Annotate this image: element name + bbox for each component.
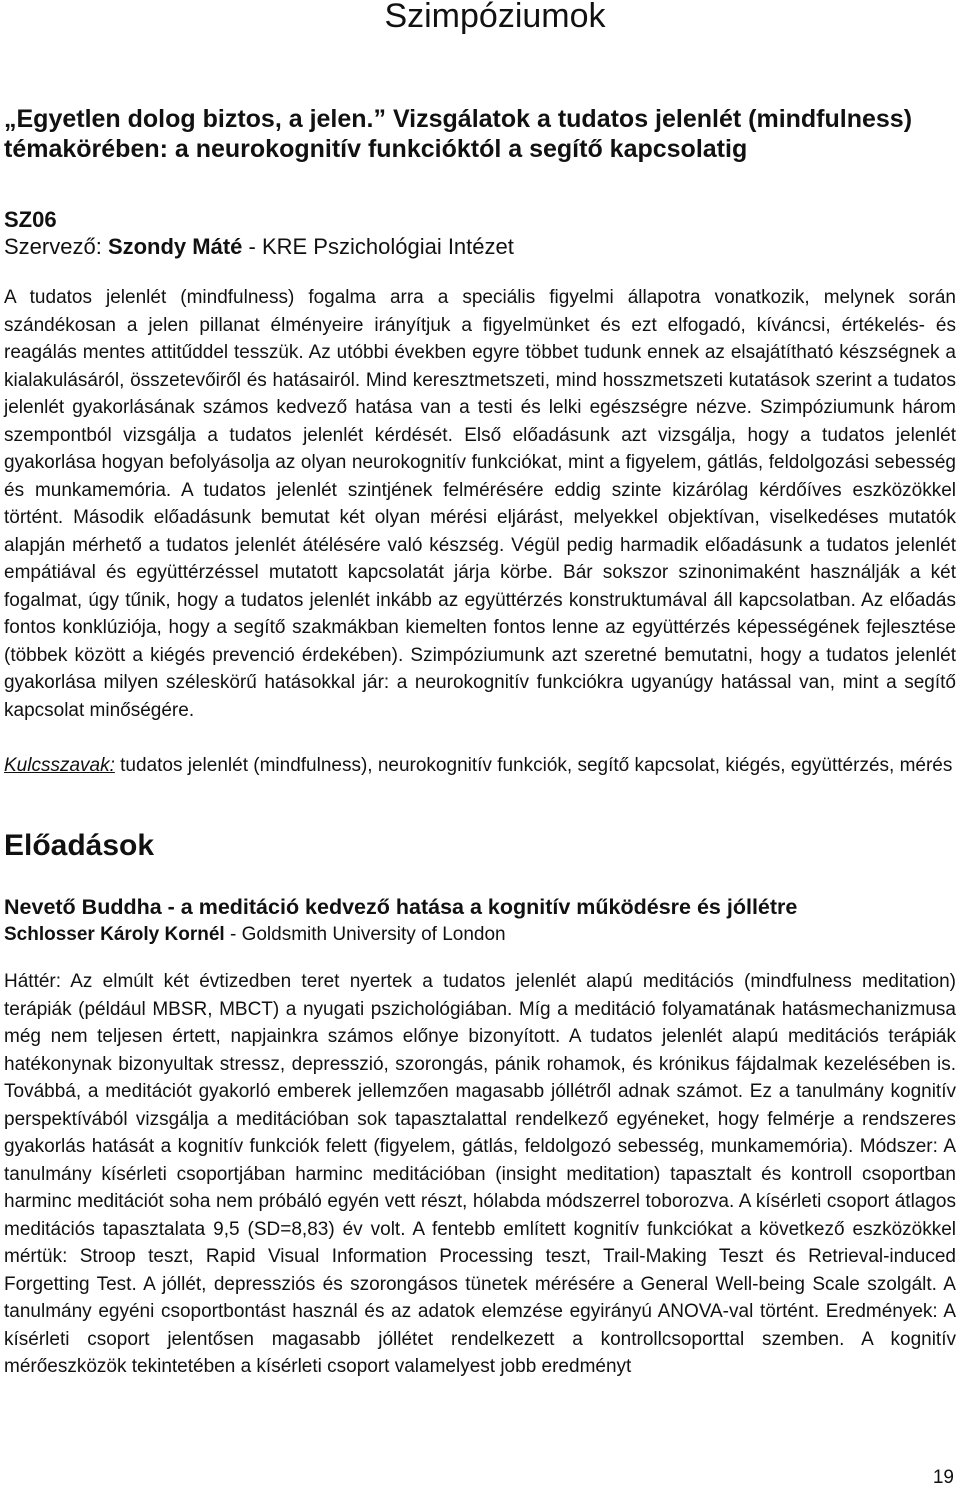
page-number: 19	[932, 1467, 954, 1488]
symposium-code: SZ06	[4, 207, 57, 232]
talk-author-affiliation: - Goldsmith University of London	[224, 924, 506, 945]
keywords-label: Kulcsszavak:	[4, 755, 115, 776]
page-heading: Szimpóziumok	[384, 0, 606, 35]
symposium-title: „Egyetlen dolog biztos, a jelen.” Vizsgálatok a tudatos jelenlét (mindfulness) témakörében: a neurokognitív funkcióktól a segítő kapcsolatig	[4, 105, 913, 163]
organizer-label: Szervező:	[4, 234, 108, 259]
talk-author	[4, 921, 506, 948]
organizer-affiliation: - KRE Pszichológiai Intézet	[242, 234, 514, 259]
organizer-name: Szondy Máté	[107, 234, 243, 259]
talk-abstract: Háttér: Az elmúlt két évtizedben teret nyertek a tudatos jelenlét alapú meditációs (mindfulness meditation) terápiák (például MBSR, MBCT) a nyugati pszichológiában. Míg a meditáció folyamatának hatásmechanizmusa még nem teljesen értett, napjainkra számos előnye bizonyított. A tudatos jelenlét alapú meditációs terápiák hatékonynak bizonyultak stressz, depresszió, szorongás, pánik rohamok, és krónikus fájdalmak kezelésében is. Továbbá, a meditációt gyakorló emberek jellemzően magasabb jóllétről adnak számot. Ez a tanulmány kognitív perspektívából vizsgálja a meditációban sok tapasztalattal rendelkező egyéneket, hogy felmérje a rendszeres gyakorlás hatását a kognitív funkciók felett (figyelem, gátlás, feldolgozó sebesség, munkamemória). Módszer: A tanulmány kísérleti csoportjában harminc meditációban (insight meditation) tapasztalt és kontroll csoportban harminc meditációt soha nem próbáló egyén vett részt, hólabda módszerrel toborozva. A kísérleti csoport átlagos meditációs tapasztalata 9,5 (SD=8,83) év volt. A fentebb említett kognitív funkciókat a következő eszközökkel mértük: Stroop teszt, Rapid Visual Information Processing teszt, Trail-Making Teszt és Retrieval-induced Forgetting Test. A jóllét, depressziós és szorongásos tünetek mérésére a General Well-being Scale szolgált. A tanulmány egyéni csoportbontást használ és az adatok elemzése egyirányú ANOVA-val történt. Eredmények: A kísérleti csoport jelentősen magasabb jóllétet rendelkezett a kontrollcsoporttal szemben. A kognitív mérőeszközök tekintetében a kísérleti csoport valamelyest jobb eredményt	[4, 971, 956, 1377]
symposium-abstract: A tudatos jelenlét (mindfulness) fogalma arra a speciális figyelmi állapotra vonatkozik, melynek során szándékosan a jelen pillanat élményeire irányítjuk a figyelmünket és ezt elfogadó, kíváncsi, értékelés- és reagálás mentes attitűddel tesszük. Az utóbbi években egyre többet tudunk ennek az elsajátítható készségnek a kialakulásáról, összetevőiről és hatásairól. Mind keresztmetszeti, mind hosszmetszeti kutatások szerint a tudatos jelenlét gyakorlásának számos kedvező hatása van a testi és lelki egészségre nézve. Szimpóziumunk három szempontból vizsgálja a tudatos jelenlét kérdését. Első előadásunk azt vizsgálja, hogy a tudatos jelenlét gyakorlása hogyan befolyásolja az olyan neurokognitív funkciókat, mint a figyelem, gátlás, feldolgozási sebesség és munkamemória. A tudatos jelenlét szintjének felmérésére eddig szinte kizárólag kérdőíves eszközökkel történt. Második előadásunk bemutat két olyan mérési eljárást, melyekkel objektívan, viselkedéses mutatók alapján mérhető a tudatos jelenlét átélésére való készség. Végül pedig harmadik előadásunk a tudatos jelenlét empátiával és együttérzéssel mutatott kapcsolatát járja körbe. Bár sokszor szinonimaként használják a két fogalmat, úgy tűnik, hogy a tudatos jelenlét inkább az együttérzés konstruktumával áll kapcsolatban. Az előadás fontos konklúziója, hogy a segítő szakmákban kiemelten fontos lenne az együttérzés képességének fejlesztése (többek között a kiégés prevenció érdekében). Szimpóziumunk azt szeretné bemutatni, hogy a tudatos jelenlét gyakorlása milyen széleskörű hatásokkal jár: a neurokognitív funkciókra ugyanúgy hatással van, mint a segítő kapcsolat minőségére.	[4, 287, 956, 721]
talk-title: Nevető Buddha - a meditáció kedvező hatása a kognitív működésre és jóllétre	[4, 895, 798, 919]
talk-author-name: Schlosser Károly Kornél	[4, 924, 225, 945]
symposium-organizer	[4, 233, 514, 261]
presentations-heading: Előadások	[4, 829, 155, 862]
keywords-text: tudatos jelenlét (mindfulness), neurokognitív funkciók, segítő kapcsolat, kiégés, együttérzés, mérés	[114, 755, 953, 776]
symposium-keywords	[4, 752, 956, 779]
